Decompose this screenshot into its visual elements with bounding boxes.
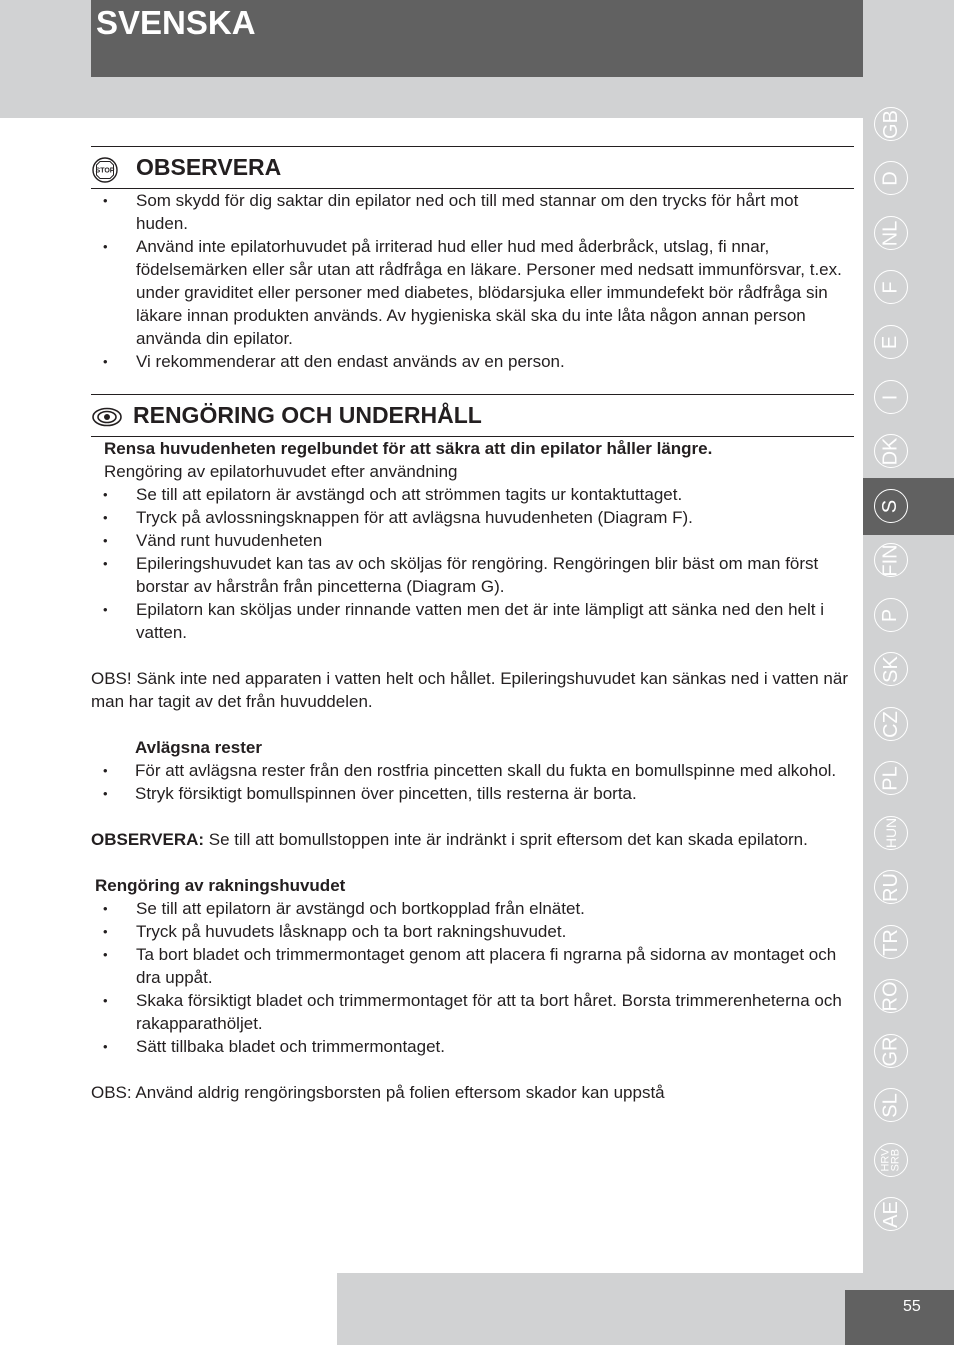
tab-tr[interactable]: TR xyxy=(874,925,908,959)
header-bar xyxy=(91,0,863,77)
svg-text:STOP: STOP xyxy=(95,167,115,175)
warning-note xyxy=(91,828,854,851)
list-item: • För att avlägsna rester från den rostfria pincetten skall du fukta en bomullspinne med alkohol. xyxy=(91,759,854,782)
tab-dk[interactable]: DK xyxy=(874,434,908,468)
cleaning-intro-bold: Rensa huvudenheten regelbundet för att säkra att din epilator håller längre. xyxy=(104,439,713,458)
section-title: RENGÖRING OCH UNDERHÅLL xyxy=(133,402,482,428)
section-cleaning-header xyxy=(91,394,854,437)
stop-icon xyxy=(92,157,118,183)
shaver-list xyxy=(91,897,854,1058)
tab-nl[interactable]: NL xyxy=(874,216,908,250)
footer-white-area xyxy=(0,1273,337,1345)
tab-i[interactable]: I xyxy=(874,380,908,414)
page-title: SVENSKA xyxy=(96,4,256,41)
list-item: • Vänd runt huvudenheten xyxy=(91,529,854,552)
list-item: • Vi rekommenderar att den endast används av en person. xyxy=(91,350,854,373)
section-observera-header xyxy=(91,146,854,189)
tab-p[interactable]: P xyxy=(874,598,908,632)
tab-gr[interactable]: GR xyxy=(874,1034,908,1068)
list-item: • Tryck på huvudets låsknapp och ta bort rakningshuvudet. xyxy=(91,920,854,943)
language-tabs xyxy=(863,95,954,1255)
observera-list xyxy=(91,189,854,373)
list-item: • Stryk försiktigt bomullspinnen över pincetten, tills resterna är borta. xyxy=(91,782,854,805)
section-title: OBSERVERA xyxy=(136,154,282,180)
tab-cz[interactable]: CZ xyxy=(874,707,908,741)
tab-hun[interactable]: HUN xyxy=(874,816,908,850)
tab-gb[interactable]: GB xyxy=(874,107,908,141)
list-item: • Se till att epilatorn är avstängd och att strömmen tagits ur kontaktuttaget. xyxy=(91,483,854,506)
list-item: • Epilatorn kan sköljas under rinnande vatten men det är inte lämpligt att sänka ned den helt i vatten. xyxy=(91,598,854,644)
cleaning-list xyxy=(91,483,854,644)
residue-list xyxy=(91,759,854,805)
tab-e[interactable]: E xyxy=(874,325,908,359)
tab-d[interactable]: D xyxy=(874,161,908,195)
page-number-box xyxy=(845,1290,954,1345)
tab-sk[interactable]: SK xyxy=(874,652,908,686)
tab-hrv-srb[interactable]: HRV SRB xyxy=(874,1143,908,1177)
tab-f[interactable]: F xyxy=(874,270,908,304)
tab-s[interactable]: S xyxy=(874,489,908,523)
list-item: • Sätt tillbaka bladet och trimmermontaget. xyxy=(91,1035,854,1058)
tab-pl[interactable]: PL xyxy=(874,761,908,795)
cleaning-intro: Rengöring av epilatorhuvudet efter användning xyxy=(104,462,458,481)
shaver-title: Rengöring av rakningshuvudet xyxy=(95,876,346,895)
list-item: • Epileringshuvudet kan tas av och sköljas för rengöring. Rengöringen blir bäst om man först borstar av hårstrån från pincetterna (Diagram G). xyxy=(91,552,854,598)
eye-icon xyxy=(92,407,122,427)
list-item: • Tryck på avlossningsknappen för att avlägsna huvudenheten (Diagram F). xyxy=(91,506,854,529)
tab-sl[interactable]: SL xyxy=(874,1088,908,1122)
tab-ro[interactable]: RO xyxy=(874,979,908,1013)
note-obs: OBS! Sänk inte ned apparaten i vatten helt och hållet. Epileringshuvudet kan sänkas ned i vatten när man har tagit av det från huvuddelen. xyxy=(91,669,848,711)
tab-ae[interactable]: AE xyxy=(874,1197,908,1231)
tab-ru[interactable]: RU xyxy=(874,870,908,904)
page-number: 55 xyxy=(903,1298,921,1315)
list-item: • Se till att epilatorn är avstängd och bortkopplad från elnätet. xyxy=(91,897,854,920)
residue-title: Avlägsna rester xyxy=(135,738,262,757)
warning-text: Se till att bomullstoppen inte är indränkt i sprit eftersom det kan skada epilatorn. xyxy=(204,830,808,849)
note-brush: OBS: Använd aldrig rengöringsborsten på folien eftersom skador kan uppstå xyxy=(91,1083,665,1102)
list-item: • Använd inte epilatorhuvudet på irriterad hud eller hud med åderbråck, utslag, fi nnar, födelsemärken eller sår utan att rådfråga en läkare. Personer med nedsatt immunförsvar, t.ex. under graviditet eller personer med diabetes, blödarsjuka eller immundefekt bör rådfråga sin läkare innan produkten används. Av hygieniska skäl ska du inte låta någon annan person använda din epilator. xyxy=(91,235,854,350)
list-item: • Skaka försiktigt bladet och trimmermontaget för att ta bort håret. Borsta trimmerenheterna och rakapparathöljet. xyxy=(91,989,854,1035)
list-item: • Som skydd för dig saktar din epilator ned och till med stannar om den trycks för hårt mot huden. xyxy=(91,189,854,235)
tab-fin[interactable]: FIN xyxy=(874,543,908,577)
warning-label: OBSERVERA: xyxy=(91,830,205,849)
list-item: • Ta bort bladet och trimmermontaget genom att placera fi ngrarna på sidorna av montaget och dra uppåt. xyxy=(91,943,854,989)
main-content xyxy=(91,146,854,1104)
